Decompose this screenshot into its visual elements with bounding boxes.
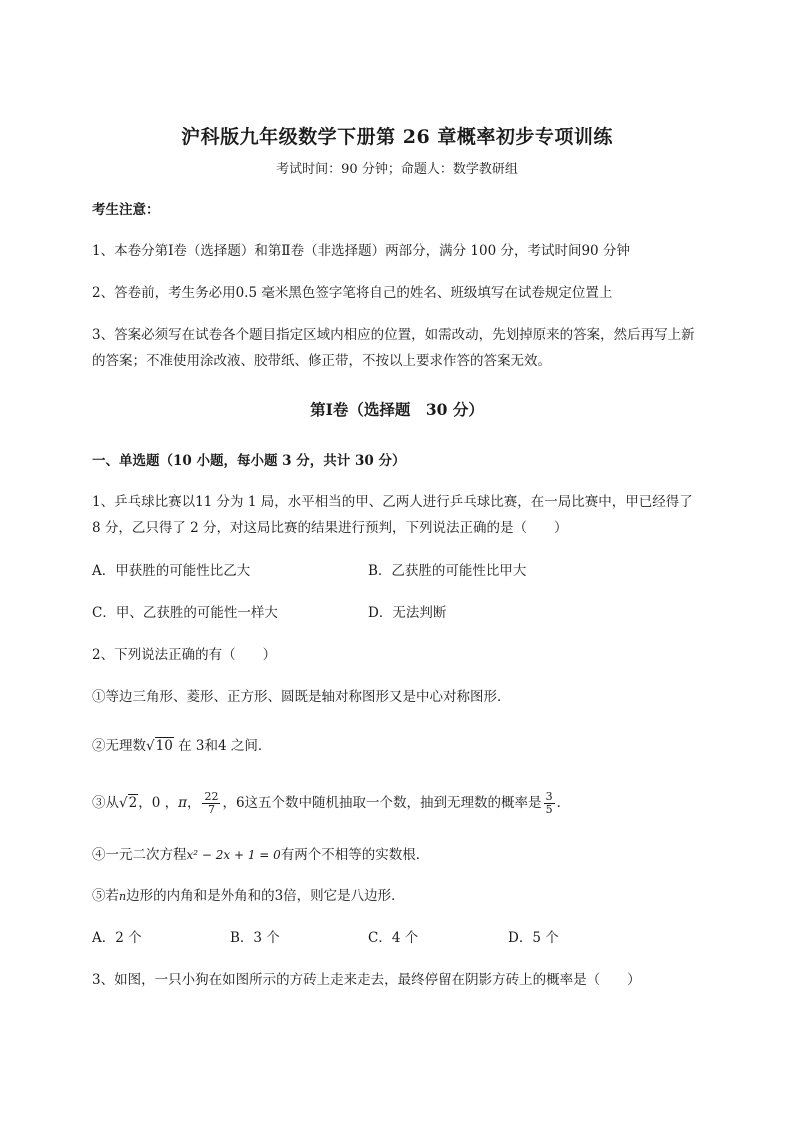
q2-s2-text-b: 在 3和4 之间． [178,738,272,754]
q2-s5-text-a: ⑤若 [92,888,119,904]
part-title: 一、单选题（10 小题，每小题 3 分，共计 30 分） [92,453,406,469]
q1-option-c: C．甲、乙获胜的可能性一样大 [92,605,278,621]
notice-item-3-cont: 的答案；不准使用涂改液、胶带纸、修正带，不按以上要求作答的答案无效。 [92,353,551,369]
q1-stem-line2: 8 分，乙只得了 2 分，对这局比赛的结果进行预判，下列说法正确的是（ ） [92,520,568,536]
quadratic-equation: x² − 2x + 1 = 0 [186,848,281,862]
page-subtitle: 考试时间：90 分钟；命题人：数学教研组 [276,162,518,177]
notice-heading: 考生注意： [92,202,160,218]
q2-statement-1: ①等边三角形、菱形、正方形、圆既是轴对称图形又是中心对称图形． [92,689,511,705]
q2-s2-text-a: ②无理数 [92,738,146,754]
q2-s4-text-a: ④一元二次方程 [92,847,187,863]
q1-option-a: A．甲获胜的可能性比乙大 [92,563,251,579]
q1-stem-line1: 1、乒乓球比赛以11 分为 1 局，水平相当的甲、乙两人进行乒乓球比赛，在一局比赛中，甲已经得了 [92,494,693,510]
q3-stem: 3、如图，一只小狗在如图所示的方砖上走来走去，最终停留在阴影方砖上的概率是（ ） [92,972,641,988]
variable-n: n [119,890,127,903]
fraction-3-5: $\frac{3}{5}$ [545,790,553,816]
q2-option-d: D．5 个 [508,930,559,946]
q1-option-b: B．乙获胜的可能性比甲大 [368,563,527,579]
page-title: 沪科版九年级数学下册第 26 章概率初步专项训练 [181,126,613,148]
q2-statement-4 [92,845,429,865]
q2-option-a: A．2 个 [92,930,142,946]
fraction-22-7: $\frac{22}{7}$ [204,790,219,816]
sqrt-2: √2 [119,795,138,811]
q2-s3-text-b: ，0 ， [138,795,179,811]
notice-item-1: 1、本卷分第Ⅰ卷（选择题）和第Ⅱ卷（非选择题）两部分，满分 100 分，考试时间90 分钟 [92,243,630,259]
sqrt-10: √10 [146,738,173,754]
q2-statement-3 [92,791,570,816]
q2-s3-text-a: ③从 [92,795,119,811]
q1-option-d: D．无法判断 [368,605,447,621]
q2-s3-text-d: ，6这五个数中随机抽取一个数，抽到无理数的概率是 [222,795,542,811]
notice-item-2: 2、答卷前，考生务必用0.5 毫米黑色签字笔将自己的姓名、班级填写在试卷规定位置上 [92,285,613,301]
q2-s5-text-b: 边形的内角和是外角和的3倍，则它是八边形． [126,888,405,904]
q2-statement-5 [92,886,405,907]
q2-option-b: B．3 个 [230,930,280,946]
section-title: 第Ⅰ卷（选择题 30 分） [310,400,484,419]
notice-item-3: 3、答案必须写在试卷各个题目指定区域内相应的位置，如需改动，先划掉原来的答案，然后再写上新 [92,327,695,343]
q2-s3-text-e: ． [556,795,571,811]
q2-option-c: C．4 个 [368,930,419,946]
pi-symbol: π [178,795,187,811]
q2-s3-text-c: ， [186,795,201,811]
q2-s4-text-b: 有两个不相等的实数根． [280,847,430,863]
q2-stem: 2、下列说法正确的有（ ） [92,647,277,663]
q2-statement-2 [92,736,271,756]
